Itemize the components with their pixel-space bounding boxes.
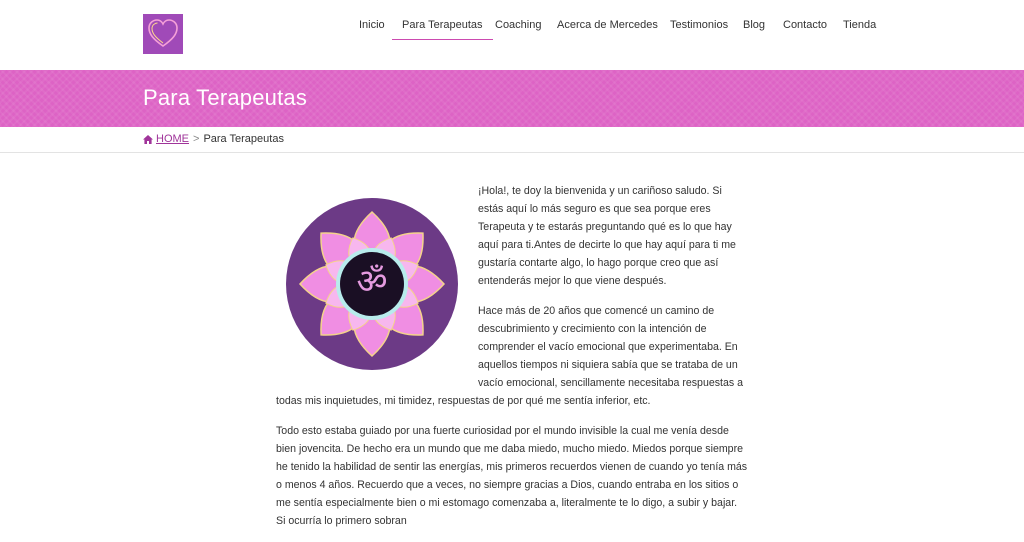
main-content: [276, 182, 748, 542]
home-icon: [143, 135, 153, 144]
om-lotus-icon: [282, 194, 462, 374]
nav-item-acerca-de-mercedes[interactable]: Acerca de Mercedes: [557, 19, 658, 31]
om-symbol: ॐ: [356, 262, 388, 302]
paragraph-3: Todo esto estaba guiado por una fuerte curiosidad por el mundo invisible la cual me venía desde bien jovencita. De hecho era un mundo que me daba miedo, mucho miedo. Miedos porque siempre he tenido la habilidad de sentir las energías, mis primeros recuerdos vienen de cuando yo tenía más o menos 4 años. Recuerdo que a veces, no siempre gracias a Dios, cuando entraba en los sitios o me sentía especialmente bien o mi estomago comenzaba a, literalmente te lo digo, a subir y bajar. Si ocurría lo primero sobran: [276, 425, 748, 527]
site-logo[interactable]: [143, 14, 183, 54]
nav-item-para-terapeutas[interactable]: Para Terapeutas: [392, 18, 493, 40]
breadcrumb: [143, 133, 284, 145]
page-banner: [0, 70, 1024, 127]
breadcrumb-separator: >: [193, 133, 200, 145]
nav-item-blog[interactable]: Blog: [743, 19, 766, 31]
heart-logo-icon: [145, 16, 181, 52]
lotus-petals: [300, 212, 444, 356]
page-title: Para Terapeutas: [143, 85, 308, 110]
breadcrumb-current: Para Terapeutas: [203, 133, 284, 145]
nav-item-testimonios[interactable]: Testimonios: [670, 19, 729, 31]
nav-item-tienda[interactable]: Tienda: [843, 19, 877, 31]
paragraph-2: Hace más de 20 años que comencé un camino de descubrimiento y crecimiento con la intención de comprender el vacío emocional que experimentaba. En aquellos tiempos ni siquiera sabía que se trataba de un vacío emocional, sencillamente necesitaba respuestas a todas mis inquietudes, mi timidez, respuestas de por qué me sentía inferior, etc.: [276, 305, 743, 407]
nav-item-inicio[interactable]: Inicio: [359, 19, 385, 31]
breadcrumb-bar: [0, 127, 1024, 153]
nav-item-contacto[interactable]: Contacto: [783, 19, 828, 31]
paragraph-1: ¡Hola!, te doy la bienvenida y un cariñoso saludo. Si estás aquí lo más seguro es que sea porque eres Terapeuta y te estarás preguntando qué es lo que hay aquí para ti.Antes de decirte lo que hay aquí para ti me gustaría contarte algo, lo hago porque creo que así entenderás mejor lo que viene después.: [478, 185, 736, 287]
site-header: [0, 0, 1024, 70]
nav-item-coaching[interactable]: Coaching: [495, 19, 542, 31]
breadcrumb-home-link[interactable]: [143, 133, 189, 145]
breadcrumb-home-label: HOME: [156, 133, 189, 145]
